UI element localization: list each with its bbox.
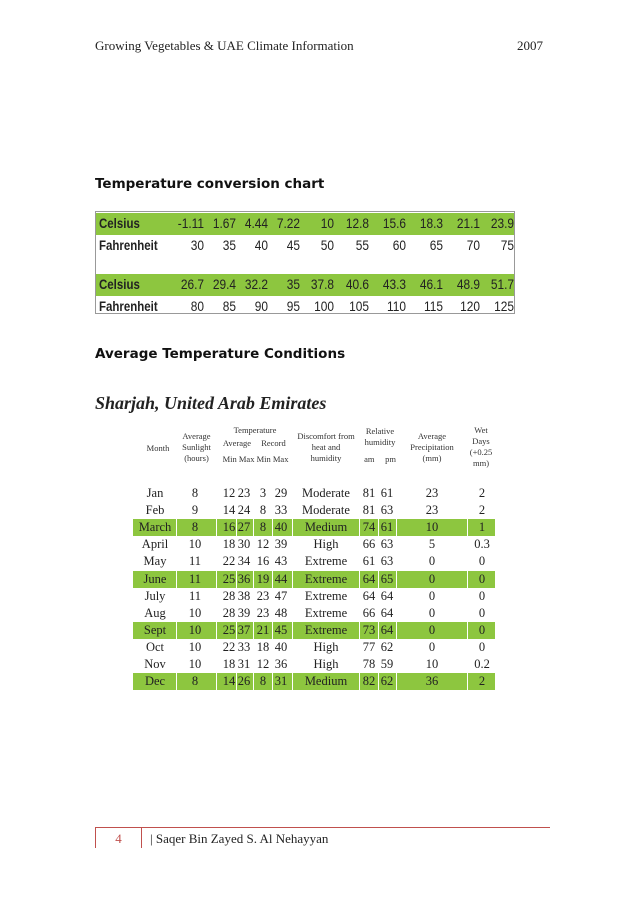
conversion-cell: 110 — [387, 298, 406, 314]
climate-cell-amax: 33 — [237, 639, 251, 654]
climate-cell-amin: 18 — [222, 537, 236, 552]
footer-rule — [95, 827, 550, 828]
climate-cell-amax: 36 — [237, 571, 251, 586]
climate-cell-precip: 10 — [425, 657, 439, 671]
climate-cell-disc: Extreme — [304, 571, 348, 586]
header-precipitation: Average Precipitation (mm) — [410, 431, 454, 463]
climate-cell-am: 78 — [362, 657, 376, 671]
climate-cell-pm: 63 — [380, 554, 394, 569]
climate-cell-rmin: 23 — [256, 605, 270, 620]
climate-cell-pm: 61 — [380, 520, 394, 535]
conversion-cell: 45 — [286, 237, 300, 253]
climate-row — [133, 519, 495, 536]
climate-cell-pm: 63 — [380, 503, 394, 518]
conversion-cell: 100 — [314, 298, 334, 314]
climate-cell-amax: 23 — [237, 486, 251, 500]
conversion-cell: 60 — [392, 237, 406, 253]
climate-cell-precip: 23 — [425, 503, 439, 518]
header-humidity: Relative humidity — [364, 426, 396, 447]
conversion-cell: 29.4 — [212, 276, 236, 292]
climate-cell-amax: 27 — [237, 520, 251, 535]
climate-cell-amin: 25 — [222, 571, 236, 586]
climate-cell-month: March — [138, 520, 172, 535]
climate-cell-amin: 28 — [222, 588, 236, 603]
climate-cell-sun: 11 — [188, 554, 202, 569]
climate-cell-rmin: 12 — [256, 537, 270, 552]
conversion-cell: 35 — [286, 276, 300, 292]
conversion-cell: 120 — [460, 298, 480, 314]
climate-cell-sun: 10 — [188, 537, 202, 552]
climate-cell-rmin: 12 — [256, 657, 270, 671]
header-month: Month — [146, 443, 170, 453]
conversion-cell: 50 — [320, 237, 334, 253]
conversion-row-label: Fahrenheit — [99, 298, 158, 314]
conversion-cell: 115 — [424, 298, 443, 314]
climate-cell-sun: 10 — [188, 622, 202, 637]
climate-cell-disc: Extreme — [304, 605, 348, 620]
conversion-cell: 40.6 — [345, 276, 369, 292]
climate-cell-amax: 24 — [237, 503, 251, 518]
climate-cell-amin: 22 — [222, 639, 236, 654]
climate-cell-month: Nov — [144, 657, 166, 671]
header-temperature: Temperature — [233, 425, 277, 435]
climate-cell-amin: 22 — [222, 554, 236, 569]
climate-cell-month: Jan — [146, 486, 164, 500]
climate-cell-rmax: 36 — [274, 657, 288, 671]
climate-cell-pm: 63 — [380, 537, 394, 552]
climate-cell-sun: 10 — [188, 639, 202, 654]
climate-cell-month: Aug — [144, 605, 166, 620]
climate-cell-precip: 0 — [428, 622, 436, 637]
conversion-cell: 75 — [500, 237, 514, 253]
climate-cell-month: June — [143, 571, 167, 586]
climate-cell-amax: 37 — [237, 622, 251, 637]
climate-cell-wet: 0 — [478, 605, 486, 620]
place-title: Sharjah, United Arab Emirates — [95, 393, 327, 413]
climate-cell-sun: 8 — [191, 486, 199, 500]
climate-cell-disc: Extreme — [304, 588, 348, 603]
climate-cell-amin: 28 — [222, 605, 236, 620]
climate-cell-rmin: 8 — [259, 503, 267, 518]
climate-cell-rmax: 48 — [274, 605, 288, 620]
climate-cell-disc: Moderate — [302, 486, 350, 500]
header-title: Growing Vegetables & UAE Climate Information — [95, 38, 354, 53]
climate-cell-rmax: 39 — [274, 537, 288, 552]
climate-cell-amin: 12 — [222, 486, 236, 500]
conversion-row — [96, 274, 514, 296]
conversion-cell: 15.6 — [382, 215, 406, 231]
climate-cell-month: April — [141, 537, 169, 552]
climate-cell-am: 66 — [362, 605, 376, 620]
climate-cell-amax: 39 — [237, 605, 251, 620]
climate-cell-precip: 36 — [425, 674, 439, 689]
climate-cell-pm: 65 — [380, 571, 394, 586]
climate-cell-disc: Medium — [304, 674, 348, 689]
climate-cell-sun: 11 — [188, 588, 202, 603]
conversion-cell: 30 — [190, 237, 204, 253]
conversion-cell: 95 — [286, 298, 300, 314]
header-minmax: Min Max Min Max — [222, 454, 289, 464]
climate-cell-month: May — [143, 554, 167, 569]
climate-cell-wet: 0 — [478, 554, 486, 569]
climate-cell-rmin: 16 — [256, 554, 270, 569]
conversion-cell: 18.3 — [419, 215, 443, 231]
conversion-cell: 90 — [254, 298, 268, 314]
climate-row — [133, 553, 495, 570]
conversion-cell: 21.1 — [456, 215, 480, 231]
climate-cell-wet: 0 — [478, 639, 486, 654]
conversion-cell: 46.1 — [419, 276, 443, 292]
header-average: Average — [222, 438, 252, 448]
climate-cell-amax: 38 — [237, 588, 251, 603]
conversion-row — [96, 296, 514, 318]
footer-author: | Saqer Bin Zayed S. Al Nehayyan — [150, 831, 329, 846]
conversion-cell: 65 — [429, 237, 443, 253]
climate-cell-am: 73 — [362, 622, 376, 637]
climate-cell-rmin: 8 — [259, 674, 267, 689]
conversion-cell: 35 — [222, 237, 236, 253]
climate-cell-am: 77 — [362, 639, 376, 654]
climate-cell-rmin: 8 — [259, 520, 267, 535]
conversion-cell: 7.22 — [276, 215, 300, 231]
conversion-row — [96, 235, 514, 257]
climate-cell-am: 64 — [362, 571, 376, 586]
climate-row — [133, 656, 495, 673]
conversion-row — [96, 213, 514, 235]
climate-cell-wet: 2 — [478, 503, 486, 518]
climate-cell-am: 74 — [362, 520, 376, 535]
conversion-cell: 37.8 — [310, 276, 334, 292]
climate-cell-wet: 0 — [478, 622, 486, 637]
climate-cell-pm: 62 — [380, 639, 394, 654]
climate-row — [133, 673, 495, 690]
climate-cell-month: Dec — [144, 674, 166, 689]
climate-cell-month: Oct — [145, 639, 165, 654]
climate-cell-amax: 30 — [237, 537, 251, 552]
climate-row — [133, 622, 495, 639]
climate-cell-am: 64 — [362, 588, 376, 603]
conversion-cell: 32.2 — [244, 276, 268, 292]
climate-cell-disc: Extreme — [304, 622, 348, 637]
climate-cell-sun: 8 — [191, 520, 199, 535]
conversion-cell: 85 — [222, 298, 236, 314]
climate-cell-rmax: 47 — [274, 588, 288, 603]
climate-cell-rmax: 31 — [274, 674, 288, 689]
conversion-cell: 80 — [190, 298, 204, 314]
climate-cell-rmax: 29 — [274, 486, 288, 500]
climate-cell-month: July — [144, 588, 166, 603]
climate-cell-am: 66 — [362, 537, 376, 552]
conditions-heading: Average Temperature Conditions — [95, 346, 346, 362]
conversion-cell: 48.9 — [456, 276, 480, 292]
climate-row — [133, 605, 495, 622]
climate-cell-rmax: 44 — [274, 571, 288, 586]
climate-cell-disc: Medium — [304, 520, 348, 535]
climate-cell-pm: 61 — [380, 486, 394, 500]
climate-cell-precip: 10 — [425, 520, 439, 535]
climate-cell-precip: 0 — [428, 639, 436, 654]
climate-cell-amax: 31 — [237, 657, 251, 671]
climate-cell-rmin: 21 — [256, 622, 270, 637]
climate-row — [133, 485, 495, 502]
conversion-row-label: Celsius — [99, 215, 140, 231]
climate-cell-sun: 8 — [191, 674, 199, 689]
climate-cell-wet: 0.2 — [474, 657, 490, 671]
conversion-cell: 51.7 — [490, 276, 514, 292]
climate-cell-rmax: 33 — [274, 503, 288, 518]
header-year: 2007 — [517, 38, 543, 53]
climate-cell-rmin: 3 — [259, 486, 267, 500]
climate-cell-pm: 64 — [380, 622, 394, 637]
header-record: Record — [261, 438, 286, 448]
climate-cell-sun: 10 — [188, 657, 202, 671]
climate-cell-wet: 2 — [478, 674, 486, 689]
climate-cell-pm: 64 — [380, 588, 394, 603]
conversion-cell: 43.3 — [382, 276, 406, 292]
climate-cell-amax: 26 — [237, 674, 251, 689]
climate-cell-amin: 16 — [222, 520, 236, 535]
conversion-cell: 1.67 — [212, 215, 236, 231]
climate-cell-rmax: 43 — [274, 554, 288, 569]
climate-cell-month: Sept — [143, 622, 167, 637]
climate-cell-disc: High — [313, 657, 339, 671]
conversion-cell: 23.9 — [490, 215, 514, 231]
climate-cell-precip: 0 — [428, 571, 436, 586]
climate-row — [133, 536, 495, 553]
climate-cell-precip: 0 — [428, 554, 436, 569]
header-sunlight: Average Sunlight (hours) — [182, 431, 211, 463]
climate-row — [133, 588, 495, 605]
header-ampm: am pm — [364, 454, 396, 464]
climate-row — [133, 639, 495, 656]
climate-cell-rmin: 18 — [256, 639, 270, 654]
climate-cell-disc: High — [313, 537, 339, 552]
climate-cell-disc: Moderate — [302, 503, 350, 518]
climate-cell-rmax: 40 — [274, 639, 288, 654]
page-number: 4 — [115, 831, 122, 846]
climate-cell-am: 81 — [362, 486, 376, 500]
conversion-cell: 105 — [349, 298, 369, 314]
climate-cell-rmin: 19 — [256, 571, 270, 586]
climate-cell-wet: 1 — [478, 520, 486, 535]
header-discomfort: Discomfort from heat and humidity — [297, 431, 355, 463]
conversion-cell: 10 — [320, 215, 334, 231]
header-wet-days: Wet Days (+0.25 mm) — [469, 425, 493, 468]
conversion-cell: 4.44 — [244, 215, 268, 231]
conversion-cell: 70 — [466, 237, 480, 253]
climate-cell-precip: 23 — [425, 486, 439, 500]
conversion-cell: 26.7 — [180, 276, 204, 292]
conversion-row-label: Fahrenheit — [99, 237, 158, 253]
conversion-row-label: Celsius — [99, 276, 140, 292]
conversion-cell: 125 — [494, 298, 514, 314]
conversion-cell: 55 — [355, 237, 369, 253]
climate-cell-sun: 10 — [188, 605, 202, 620]
climate-row — [133, 502, 495, 519]
climate-cell-pm: 64 — [380, 605, 394, 620]
climate-cell-precip: 0 — [428, 605, 436, 620]
climate-cell-rmin: 23 — [256, 588, 270, 603]
climate-cell-amin: 14 — [222, 503, 236, 518]
conversion-cell: -1.11 — [177, 215, 204, 231]
climate-cell-amin: 14 — [222, 674, 236, 689]
climate-cell-am: 82 — [362, 674, 376, 689]
climate-cell-sun: 9 — [191, 503, 199, 518]
climate-cell-rmax: 45 — [274, 622, 288, 637]
climate-cell-rmax: 40 — [274, 520, 288, 535]
climate-cell-am: 61 — [362, 554, 376, 569]
conversion-cell: 40 — [254, 237, 268, 253]
climate-cell-precip: 5 — [428, 537, 436, 552]
climate-cell-wet: 0 — [478, 588, 486, 603]
climate-cell-wet: 2 — [478, 486, 486, 500]
conversion-table — [95, 211, 515, 314]
climate-cell-month: Feb — [145, 503, 165, 518]
climate-cell-sun: 11 — [188, 571, 202, 586]
climate-cell-pm: 59 — [380, 657, 394, 671]
climate-cell-wet: 0 — [478, 571, 486, 586]
climate-cell-amax: 34 — [237, 554, 251, 569]
climate-cell-disc: High — [313, 639, 339, 654]
climate-cell-amin: 25 — [222, 622, 236, 637]
conversion-cell: 12.8 — [345, 215, 369, 231]
climate-cell-precip: 0 — [428, 588, 436, 603]
climate-cell-disc: Extreme — [304, 554, 348, 569]
conversion-heading: Temperature conversion chart — [95, 176, 325, 192]
climate-cell-amin: 18 — [222, 657, 236, 671]
climate-cell-wet: 0.3 — [474, 537, 490, 552]
climate-cell-am: 81 — [362, 503, 376, 518]
climate-cell-pm: 62 — [380, 674, 394, 689]
climate-row — [133, 571, 495, 588]
